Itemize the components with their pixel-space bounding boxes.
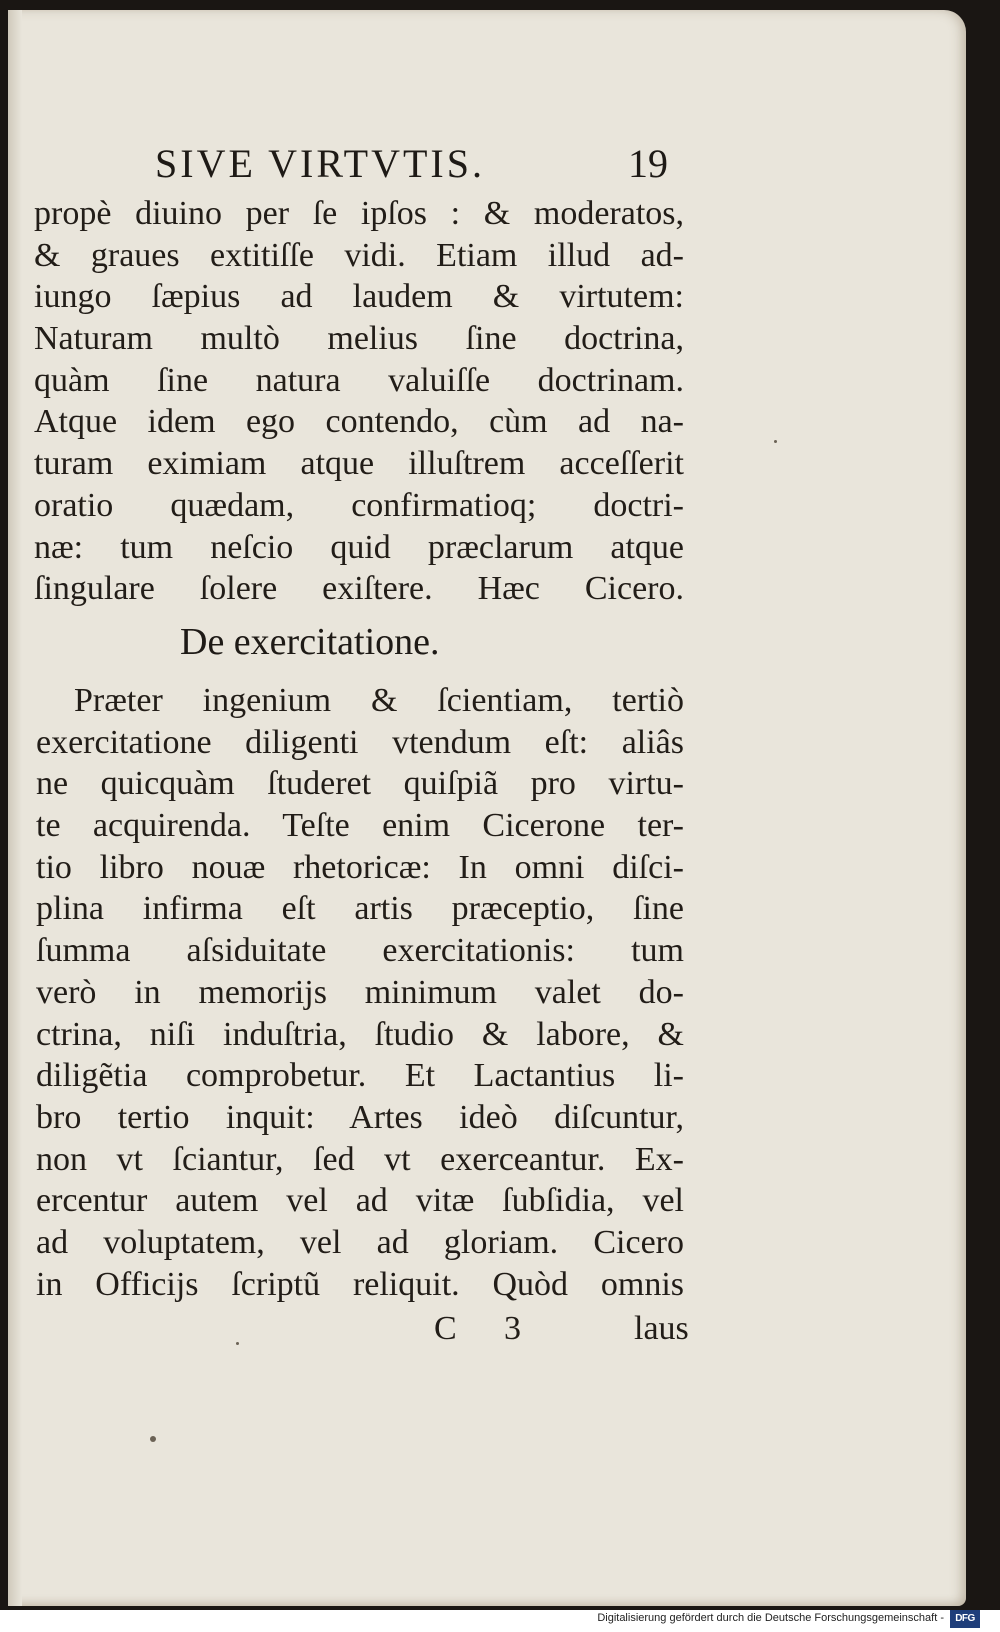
- text-line: exercitatione diligenti vtendum eſt: aliâs: [36, 723, 684, 761]
- signature-number: 3: [504, 1310, 521, 1347]
- text-line: ercentur autem vel ad vitæ ſubſidia, vel: [36, 1182, 684, 1220]
- text-line: iungo ſæpius ad laudem & virtutem:: [34, 278, 684, 316]
- text-line: non vt ſciantur, ſed vt exerceantur. Ex-: [36, 1140, 684, 1178]
- running-head-title: SIVE VIRTVTIS.: [155, 141, 485, 186]
- text-line: verò in memorijs minimum valet do-: [36, 973, 684, 1011]
- text-line: tio libro nouæ rhetoricæ: In omni diſci-: [36, 848, 684, 886]
- paper-speck: [150, 1436, 156, 1442]
- signature-mark: C: [434, 1310, 457, 1347]
- text-line: ad voluptatem, vel ad gloriam. Cicero: [36, 1223, 684, 1261]
- dfg-logo: DFG: [950, 1610, 980, 1628]
- text-line: turam eximiam atque illuſtrem acceſſerit: [34, 445, 684, 483]
- text-line: ctrina, niſi induſtria, ſtudio & labore, &: [36, 1015, 684, 1053]
- catchword: laus: [634, 1310, 689, 1347]
- text-line: plina infirma eſt artis præceptio, ſine: [36, 890, 684, 928]
- section-heading: De exercitatione.: [180, 621, 440, 663]
- text-line: Atque idem ego contendo, cùm ad na-: [34, 403, 684, 441]
- paragraph-1: [34, 193, 684, 610]
- text-line: oratio quædam, confirmatioq; doctri-: [34, 486, 684, 524]
- text-line: ſingulare ſolere exiſtere. Hæc Cicero.: [34, 570, 684, 608]
- text-line: & graues extitiſſe vidi. Etiam illud ad-: [34, 236, 684, 274]
- digitization-credit: Digitalisierung gefördert durch die Deutsche Forschungsgemeinschaft -: [597, 1612, 944, 1624]
- text-line: diligẽtia comprobetur. Et Lactantius li-: [36, 1057, 684, 1095]
- paper-speck: [236, 1342, 239, 1345]
- text-line: ſumma aſsiduitate exercitationis: tum: [36, 932, 684, 970]
- text-line: bro tertio inquit: Artes ideò diſcuntur,: [36, 1098, 684, 1136]
- paragraph-2: [36, 680, 684, 1305]
- text-line: quàm ſine natura valuiſſe doctrinam.: [34, 361, 684, 399]
- text-line: Naturam multò melius ſine doctrina,: [34, 320, 684, 358]
- text-line: in Officijs ſcriptũ reliquit. Quòd omnis: [36, 1265, 684, 1303]
- page-gutter-edge: [8, 10, 22, 1606]
- text-line: ne quicquàm ſtuderet quiſpiã pro virtu-: [36, 765, 684, 803]
- page-number: 19: [628, 141, 668, 186]
- text-line: te acquirenda. Teſte enim Cicerone ter-: [36, 807, 684, 845]
- text-line: Præter ingenium & ſcientiam, tertiò: [74, 682, 684, 719]
- paper-speck: [774, 440, 777, 443]
- text-line: næ: tum neſcio quid præclarum atque: [34, 528, 684, 566]
- text-line: propè diuino per ſe ipſos : & moderatos,: [34, 195, 684, 232]
